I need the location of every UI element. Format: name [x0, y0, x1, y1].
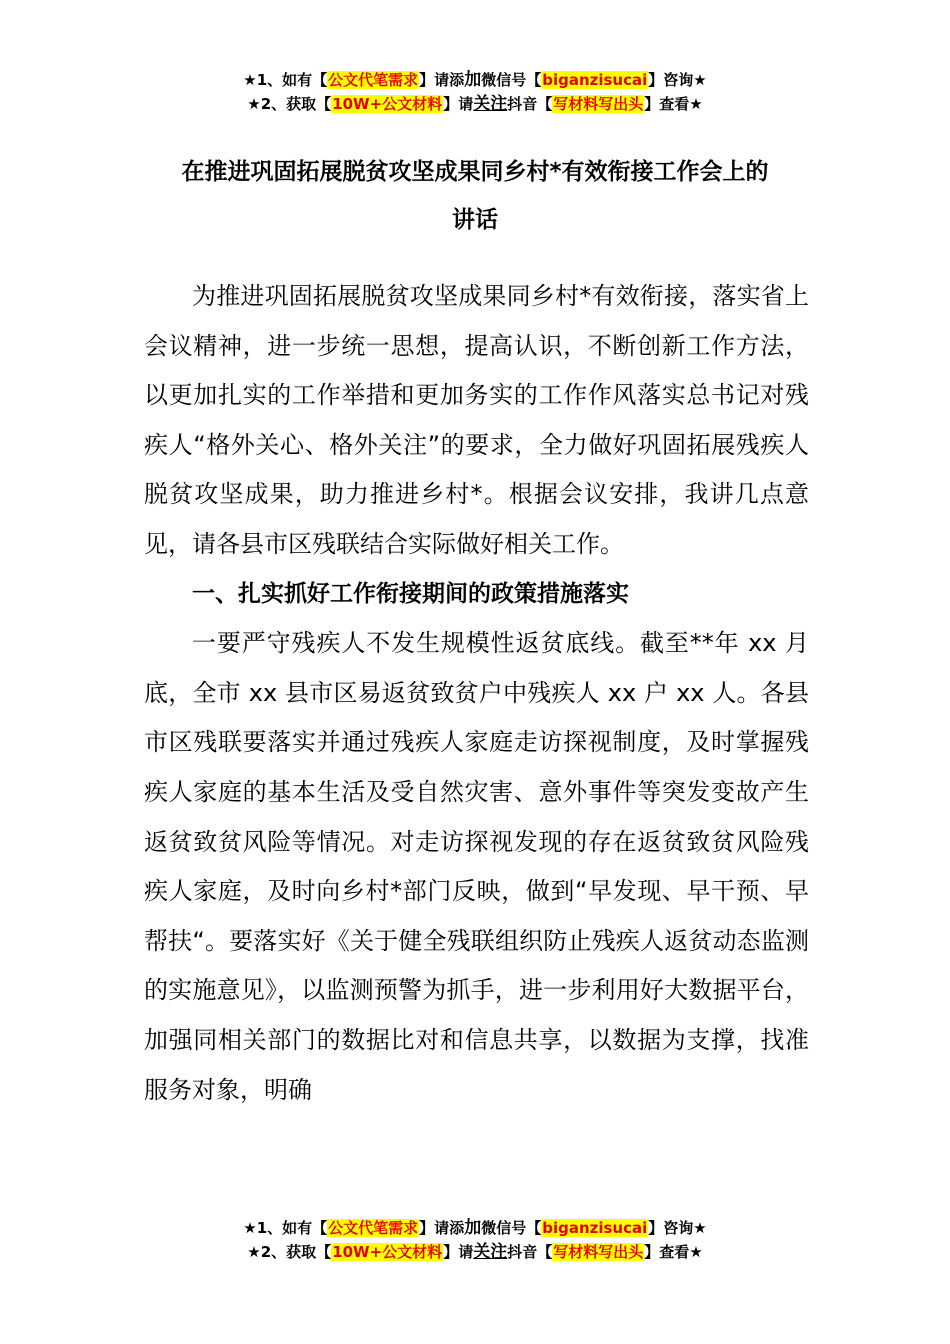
footer-banner: [0, 1216, 950, 1264]
banner-text: 微信号【: [481, 1219, 542, 1237]
title-line-2: 讲话: [452, 207, 498, 233]
banner-text: 】咨询★: [648, 71, 707, 89]
section-heading-1: 一、扎实抓好工作衔接期间的政策措施落实: [192, 580, 629, 607]
banner-highlight: biganzisucai: [542, 71, 648, 89]
banner-highlight: 10W+公文材料: [332, 95, 443, 113]
banner-emphasis: 加: [464, 70, 482, 90]
banner-text: 】请: [443, 1243, 474, 1261]
banner-line-2: [0, 1240, 950, 1264]
banner-line-1: [0, 68, 950, 92]
intro-paragraph: 为推进巩固拓展脱贫攻坚成果同乡村*有效衔接，落实省上会议精神，进一步统一思想，提高认识，不断创新工作方法，以更加扎实的工作举措和更加务实的工作作风落实总书记对残疾人“格外关心、格外关注”的要求，全力做好巩固拓展残疾人脱贫攻坚成果，助力推进乡村*。根据会议安排，我讲几点意见，请各县市区残联结合实际做好相关工作。: [144, 282, 809, 558]
banner-text: 抖音【: [507, 1243, 553, 1261]
banner-emphasis: 关注: [473, 94, 508, 114]
banner-emphasis: 加: [464, 1218, 482, 1238]
banner-text: ★1、如有【: [243, 71, 328, 89]
banner-text: 】咨询★: [648, 1219, 707, 1237]
document-title: [120, 148, 830, 244]
banner-text: 】请添: [419, 71, 465, 89]
banner-highlight: 公文代笔需求: [328, 1219, 419, 1237]
banner-text: 】查看★: [644, 95, 703, 113]
banner-highlight: 公文代笔需求: [328, 71, 419, 89]
banner-highlight: biganzisucai: [542, 1219, 648, 1237]
banner-text: ★2、获取【: [247, 1243, 332, 1261]
banner-text: ★2、获取【: [247, 95, 332, 113]
title-line-1: 在推进巩固拓展脱贫攻坚成果同乡村*有效衔接工作会上的: [181, 159, 769, 185]
banner-text: 微信号【: [481, 71, 542, 89]
banner-text: 】查看★: [644, 1243, 703, 1261]
banner-text: 】请添: [419, 1219, 465, 1237]
banner-highlight: 写材料写出头: [553, 95, 644, 113]
banner-text: 】请: [443, 95, 474, 113]
header-banner: [0, 68, 950, 116]
banner-text: ★1、如有【: [243, 1219, 328, 1237]
banner-highlight: 10W+公文材料: [332, 1243, 443, 1261]
banner-text: 抖音【: [507, 95, 553, 113]
banner-line-1: [0, 1216, 950, 1240]
document-body: [144, 272, 809, 1115]
section-1-paragraph: 一要严守残疾人不发生规模性返贫底线。截至**年 xx 月底，全市 xx 县市区易返贫致贫户中残疾人 xx 户 xx 人。各县市区残联要落实并通过残疾人家庭走访探视制度，及时掌握残疾人家庭的基本生活及受自然灾害、意外事件等突发变故产生返贫致贫风险等情况。对走访探视发现的存在返贫致贫风险残疾人家庭，及时向乡村*部门反映，做到“早发现、早干预、早帮扶“。要落实好《关于健全残联组织防止残疾人返贫动态监测的实施意见》，以监测预警为抓手，进一步利用好大数据平台，加强同相关部门的数据比对和信息共享，以数据为支撑，找准服务对象，明确: [144, 629, 809, 1104]
banner-line-2: [0, 92, 950, 116]
banner-highlight: 写材料写出头: [553, 1243, 644, 1261]
banner-emphasis: 关注: [473, 1242, 508, 1262]
